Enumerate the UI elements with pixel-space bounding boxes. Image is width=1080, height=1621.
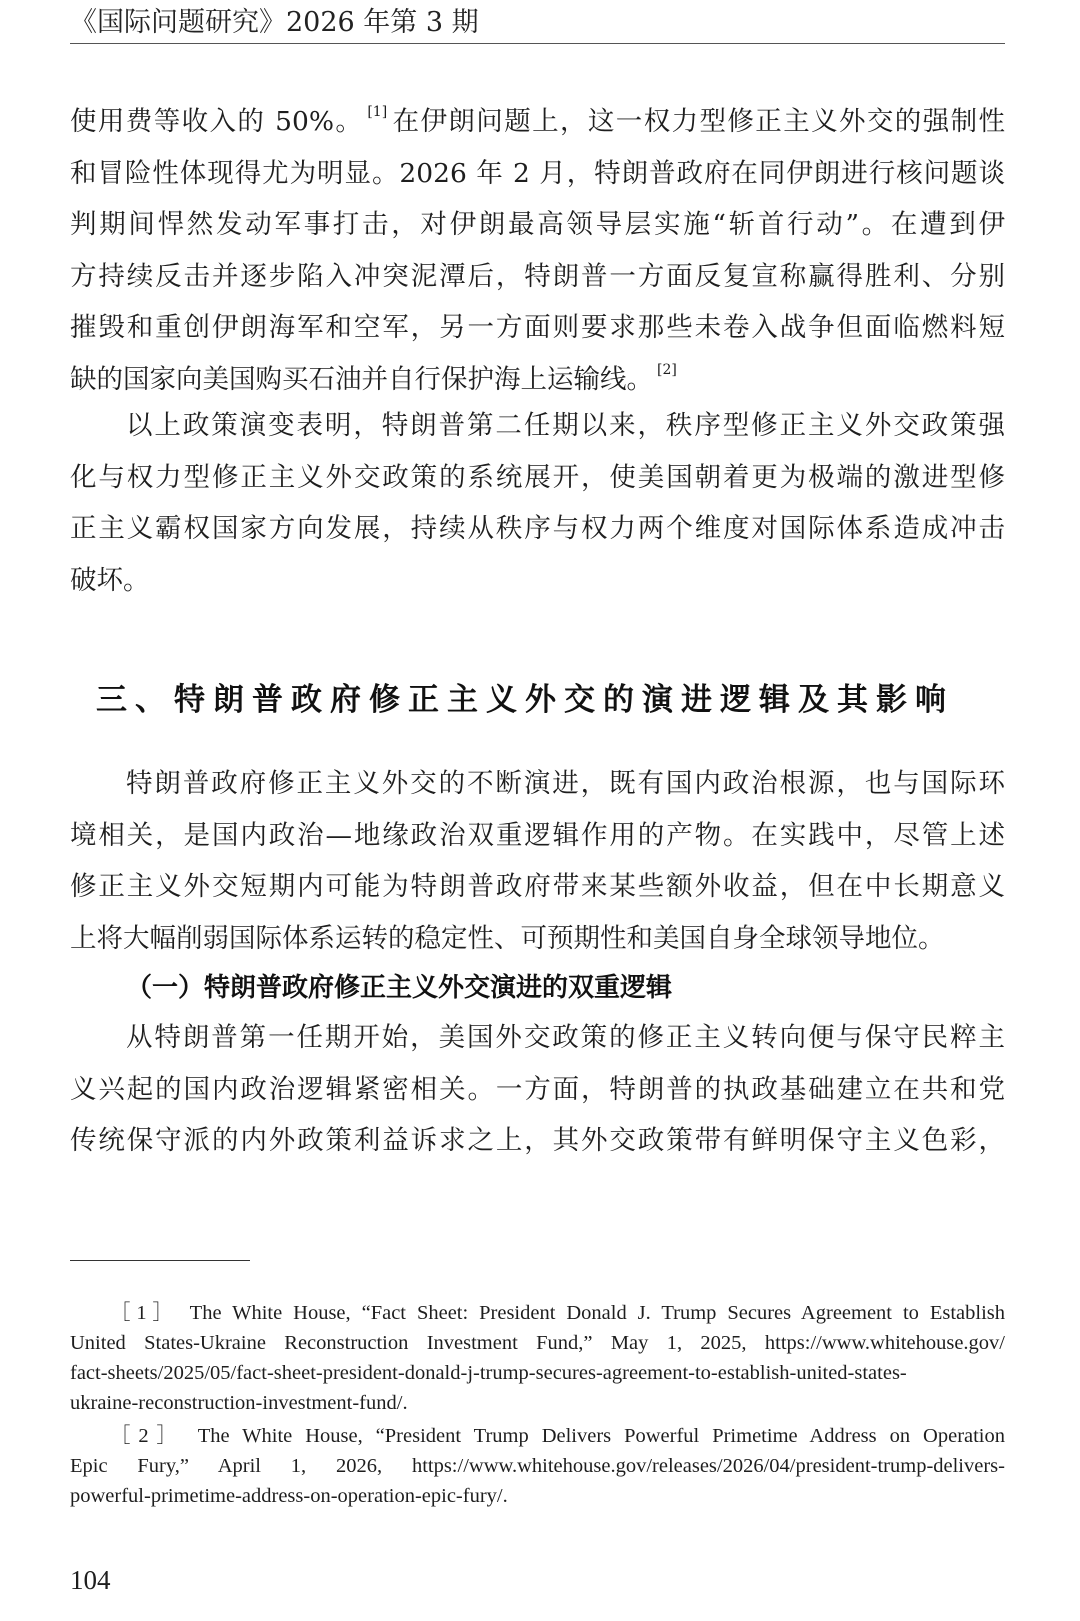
paragraph-line: 判期间悍然发动军事打击，对伊朗最高领导层实施“斩首行动”。在遭到伊 xyxy=(70,209,1005,240)
footnote-line: Epic Fury,” April 1, 2026, https://www.whitehouse.gov/releases/2026/04/president-trump-delivers- xyxy=(70,1455,1005,1477)
paragraph-4 xyxy=(70,1012,1005,1167)
footnote-line xyxy=(70,1421,1005,1451)
paragraph-line: 特朗普政府修正主义外交的不断演进，既有国内政治根源，也与国际环 xyxy=(126,768,1005,799)
paragraph-2 xyxy=(70,400,1005,606)
sub-heading: （一）特朗普政府修正主义外交演进的双重逻辑 xyxy=(126,973,673,1003)
paragraph-line: 和冒险性体现得尤为明显。2026 年 2 月，特朗普政府在同伊朗进行核问题谈 xyxy=(70,157,1005,189)
paragraph-line: 方持续反击并逐步陷入冲突泥潭后，特朗普一方面反复宣称赢得胜利、分别 xyxy=(70,260,1005,292)
paragraph-3 xyxy=(70,758,1005,964)
paragraph-line: 摧毁和重创伊朗海军和空军，另一方面则要求那些未卷入战争但面临燃料短 xyxy=(70,312,1005,343)
section-heading: 三、特朗普政府修正主义外交的演进逻辑及其影响 xyxy=(96,682,954,718)
paragraph-line: 传统保守派的内外政策利益诉求之上，其外交政策带有鲜明保守主义色彩， xyxy=(70,1125,1005,1156)
paragraph-line: 修正主义外交短期内可能为特朗普政府带来某些额外收益，但在中长期意义 xyxy=(70,871,1005,902)
footnote-text: The White House, “President Trump Delivers Powerful Primetime Address on Operation xyxy=(197,1425,1006,1447)
footnote-text: The White House, “Fact Sheet: President Donald J. Trump Secures Agreement to Establish xyxy=(189,1302,1006,1324)
paragraph-1 xyxy=(70,96,1005,405)
footnote-ref-1[interactable]: [1] xyxy=(367,104,388,120)
paragraph-line: 从特朗普第一任期开始，美国外交政策的修正主义转向便与保守民粹主 xyxy=(126,1022,1005,1053)
footnote-line: fact-sheets/2025/05/fact-sheet-president-donald-j-trump-secures-agreement-to-establish-united-states- xyxy=(70,1362,907,1384)
footnote-line: ukraine-reconstruction-investment-fund/. xyxy=(70,1392,408,1414)
paragraph-text: 缺的国家向美国购买石油并自行保护海上运输线。 xyxy=(70,363,653,395)
paragraph-text: 在伊朗问题上，这一权力型修正主义外交的强制性 xyxy=(391,106,1006,137)
paragraph-line: 上将大幅削弱国际体系运转的稳定性、可预期性和美国自身全球领导地位。 xyxy=(70,922,945,954)
footnote-mark: ［1］ xyxy=(110,1302,179,1324)
paragraph-text: 使用费等收入的 50%。 xyxy=(70,106,364,137)
footnote-line: powerful-primetime-address-on-operation-epic-fury/. xyxy=(70,1485,508,1507)
footnote-rule xyxy=(70,1260,250,1261)
header-rule xyxy=(70,43,1005,44)
paragraph-line: 正主义霸权国家方向发展，持续从秩序与权力两个维度对国际体系造成冲击 xyxy=(70,513,1005,544)
paragraph-line xyxy=(70,96,1005,148)
footnote-line xyxy=(70,1298,1005,1328)
running-header: 《国际问题研究》2026 年第 3 期 xyxy=(70,7,479,38)
paragraph-line: 义兴起的国内政治逻辑紧密相关。一方面，特朗普的执政基础建立在共和党 xyxy=(70,1073,1005,1105)
paragraph-line xyxy=(70,354,1005,406)
footnote-1 xyxy=(70,1298,1005,1418)
footnote-mark: ［2］ xyxy=(110,1425,185,1447)
paragraph-line: 境相关，是国内政治—地缘政治双重逻辑作用的产物。在实践中，尽管上述 xyxy=(70,819,1005,851)
footnote-ref-2[interactable]: [2] xyxy=(657,361,677,378)
footnote-line: United States-Ukraine Reconstruction Investment Fund,” May 1, 2025, https://www.whitehouse.gov/ xyxy=(70,1332,1005,1354)
footnotes xyxy=(70,1298,1005,1514)
paragraph-line: 化与权力型修正主义外交政策的系统展开，使美国朝着更为极端的激进型修 xyxy=(70,461,1005,493)
footnote-2 xyxy=(70,1421,1005,1511)
paragraph-line: 以上政策演变表明，特朗普第二任期以来，秩序型修正主义外交政策强 xyxy=(126,410,1005,441)
page-number: 104 xyxy=(70,1565,111,1595)
paragraph-line: 破坏。 xyxy=(70,564,150,596)
